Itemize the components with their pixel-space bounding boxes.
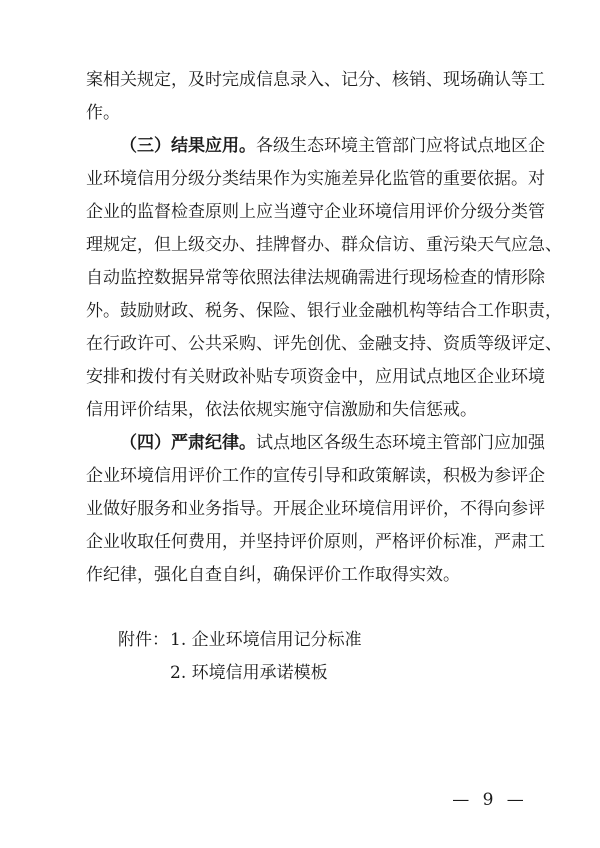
page-number: — 9 — bbox=[452, 790, 528, 810]
paragraph-line: 作纪律，强化自查自纠，确保评价工作取得实效。 bbox=[86, 565, 460, 585]
paragraph-line: 企业收取任何费用，并坚持评价原则，严格评价标准，严肃工 bbox=[86, 532, 545, 552]
paragraph-line: 企业环境信用评价工作的宣传引导和政策解读，积极为参评企 bbox=[86, 466, 545, 486]
paragraph-line: 理规定，但上级交办、挂牌督办、群众信访、重污染天气应急、 bbox=[86, 235, 562, 255]
paragraph-line: 作。 bbox=[86, 103, 120, 123]
paragraph-line: 自动监控数据异常等依照法律法规确需进行现场检查的情形除 bbox=[86, 268, 545, 288]
attachment-item: 1. 企业环境信用记分标准 bbox=[170, 630, 362, 650]
paragraph-line: 企业的监督检查原则上应当遵守企业环境信用评价分级分类管 bbox=[86, 202, 545, 222]
section-4-first-line bbox=[120, 433, 545, 453]
paragraph-line: 案相关规定，及时完成信息录入、记分、核销、现场确认等工 bbox=[86, 70, 545, 90]
attachment-label: 附件： bbox=[118, 630, 169, 650]
section-4-heading: （四）严肃纪律。 bbox=[120, 433, 256, 453]
paragraph-line: 业环境信用分级分类结果作为实施差异化监管的重要依据。对 bbox=[86, 169, 545, 189]
paragraph-line: 试点地区各级生态环境主管部门应加强 bbox=[256, 433, 545, 453]
paragraph-line: 业做好服务和业务指导。开展企业环境信用评价，不得向参评 bbox=[86, 499, 545, 519]
section-3-first-line bbox=[120, 136, 545, 156]
section-3-heading: （三）结果应用。 bbox=[120, 136, 256, 156]
paragraph-line: 外。鼓励财政、税务、保险、银行业金融机构等结合工作职责， bbox=[86, 301, 562, 321]
paragraph-line: 在行政许可、公共采购、评先创优、金融支持、资质等级评定、 bbox=[86, 334, 562, 354]
attachment-item: 2. 环境信用承诺模板 bbox=[170, 663, 328, 683]
paragraph-line: 信用评价结果，依法依规实施守信激励和失信惩戒。 bbox=[86, 400, 477, 420]
paragraph-line: 安排和拨付有关财政补贴专项资金中，应用试点地区企业环境 bbox=[86, 367, 545, 387]
paragraph-line: 各级生态环境主管部门应将试点地区企 bbox=[256, 136, 545, 156]
